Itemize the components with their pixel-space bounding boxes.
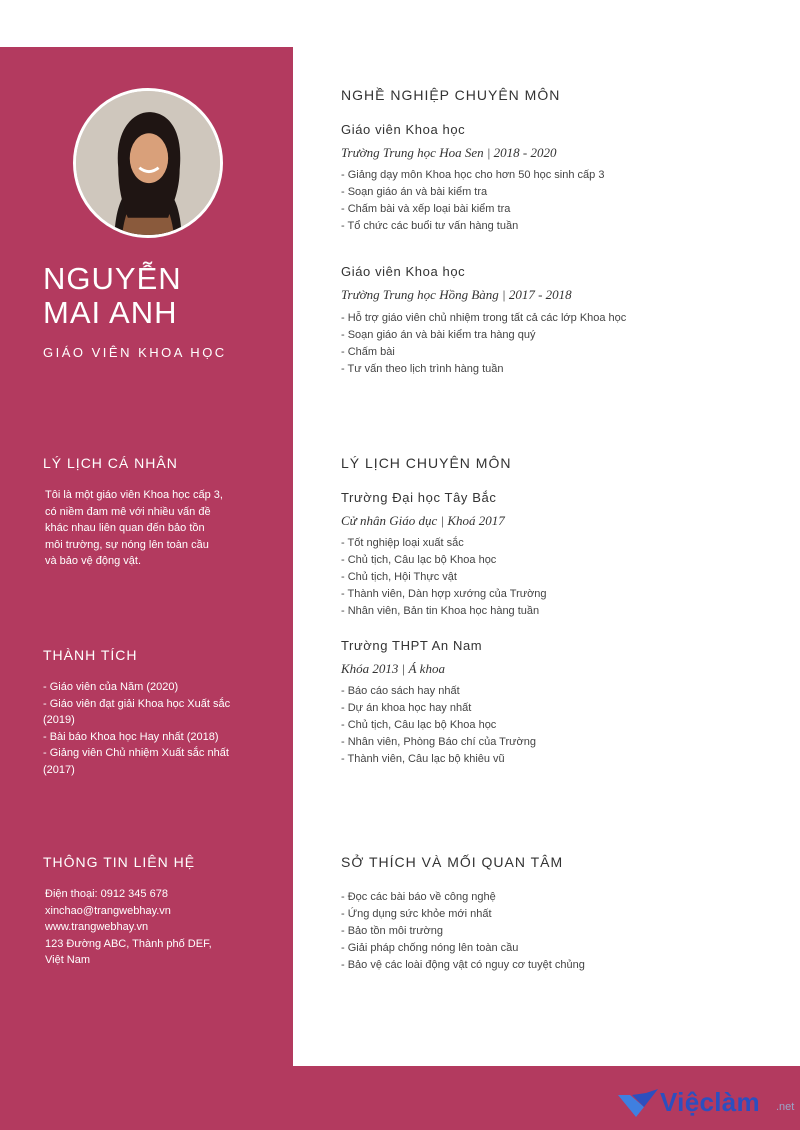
contact-phone: Điện thoại: 0912 345 678: [45, 888, 168, 900]
list-item: - Bảo tồn môi trường: [341, 925, 444, 937]
school-title: Trường Đại học Tây Bắc: [341, 490, 497, 505]
career-heading: NGHỀ NGHIỆP CHUYÊN MÔN: [341, 87, 561, 103]
achievement-line: - Giảng viên Chủ nhiệm Xuất sắc nhất: [43, 747, 229, 759]
list-item: - Hỗ trợ giáo viên chủ nhiệm trong tất cả các lớp Khoa học: [341, 312, 627, 324]
contact-heading: THÔNG TIN LIÊN HỆ: [43, 854, 196, 870]
school-title: Trường THPT An Nam: [341, 638, 483, 653]
school-items-list: [341, 683, 536, 768]
list-item: - Chủ tịch, Câu lạc bộ Khoa học: [341, 554, 497, 566]
portrait-image: [76, 91, 220, 235]
watermark-suffix: .net: [776, 1101, 795, 1113]
candidate-name: [43, 262, 182, 330]
profile-photo: [73, 88, 223, 238]
personal-heading: LÝ LỊCH CÁ NHÂN: [43, 455, 178, 471]
list-item: - Giảng dạy môn Khoa học cho hơn 50 học sinh cấp 3: [341, 169, 605, 181]
list-item: - Giải pháp chống nóng lên toàn cầu: [341, 942, 519, 954]
personal-line: Tôi là một giáo viên Khoa học cấp 3,: [45, 489, 223, 501]
list-item: - Báo cáo sách hay nhất: [341, 685, 460, 697]
name-line-2: MAI ANH: [43, 295, 178, 330]
list-item: - Đọc các bài báo về công nghệ: [341, 891, 496, 903]
personal-line: môi trường, sự nóng lên toàn cầu: [45, 538, 209, 551]
job-subtitle: Trường Trung học Hoa Sen | 2018 - 2020: [341, 145, 557, 160]
list-item: - Soạn giáo án và bài kiểm tra: [341, 186, 488, 198]
list-item: - Thành viên, Câu lạc bộ khiêu vũ: [341, 753, 505, 765]
list-item: - Soạn giáo án và bài kiểm tra hàng quý: [341, 329, 536, 341]
list-item: - Chấm bài: [341, 346, 395, 358]
job-subtitle: Trường Trung học Hồng Bàng | 2017 - 2018: [341, 287, 572, 302]
job-duties-list: [341, 167, 604, 235]
interests-list: [341, 889, 585, 974]
list-item: - Tốt nghiệp loại xuất sắc: [341, 537, 464, 549]
contact-email: xinchao@trangwebhay.vn: [45, 904, 171, 917]
job-title: Giáo viên Khoa học: [341, 122, 466, 137]
personal-line: và bảo vệ động vật.: [45, 555, 142, 567]
list-item: - Chủ tịch, Hội Thực vật: [341, 571, 457, 583]
job-role: GIÁO VIÊN KHOA HỌC: [43, 345, 227, 360]
list-item: - Nhân viên, Phòng Báo chí của Trường: [341, 736, 536, 748]
achievement-line: - Giáo viên đạt giải Khoa học Xuất sắc: [43, 697, 231, 710]
list-item: - Chấm bài và xếp loại bài kiểm tra: [341, 203, 511, 215]
personal-text: [45, 487, 250, 570]
list-item: - Bảo vệ các loài động vật có nguy cơ tuyệt chủng: [341, 959, 585, 971]
vieclam-logo-icon: [618, 1089, 658, 1117]
list-item: - Chủ tịch, Câu lạc bộ Khoa học: [341, 719, 497, 731]
name-line-1: NGUYỄN: [43, 261, 182, 296]
list-item: - Thành viên, Dàn hợp xướng của Trường: [341, 588, 547, 600]
personal-line: khác nhau liên quan đến bảo tồn: [45, 522, 205, 534]
achievement-line: (2019): [43, 714, 75, 726]
achievement-line: - Bài báo Khoa học Hay nhất (2018): [43, 730, 219, 743]
contact-info: [45, 886, 250, 969]
watermark-text: Việclàm: [660, 1087, 760, 1117]
contact-website: www.trangwebhay.vn: [45, 921, 149, 933]
achievement-line: - Giáo viên của Năm (2020): [43, 681, 179, 693]
list-item: - Nhân viên, Bản tin Khoa học hàng tuần: [341, 605, 540, 617]
personal-line: có niềm đam mê với nhiều vấn đề: [45, 505, 211, 518]
achievement-line: (2017): [43, 763, 75, 776]
interests-heading: SỞ THÍCH VÀ MỐI QUAN TÂM: [341, 854, 564, 870]
list-item: - Dự án khoa học hay nhất: [341, 702, 472, 714]
contact-address: 123 Đường ABC, Thành phố DEF,: [45, 937, 212, 950]
school-items-list: [341, 535, 547, 620]
contact-address-country: Việt Nam: [45, 954, 91, 966]
job-duties-list: [341, 310, 626, 378]
achievements-list: [43, 679, 248, 778]
school-subtitle: Cử nhân Giáo dục | Khoá 2017: [341, 513, 505, 528]
school-subtitle: Khóa 2013 | Á khoa: [341, 661, 445, 676]
list-item: - Tổ chức các buổi tư vấn hàng tuần: [341, 220, 519, 232]
list-item: - Ứng dụng sức khỏe mới nhất: [341, 908, 492, 920]
list-item: - Tư vấn theo lịch trình hàng tuần: [341, 363, 504, 375]
education-heading: LÝ LỊCH CHUYÊN MÔN: [341, 455, 512, 471]
job-title: Giáo viên Khoa học: [341, 264, 466, 279]
achievements-heading: THÀNH TÍCH: [43, 647, 138, 663]
